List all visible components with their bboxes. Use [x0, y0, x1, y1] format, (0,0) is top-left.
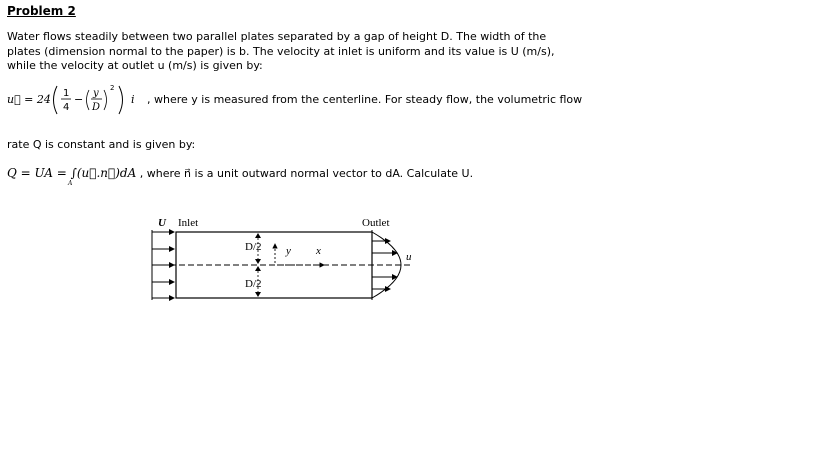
- inner-right-paren: [104, 90, 107, 110]
- dim-bottom-arrowhead: [255, 292, 261, 297]
- inner-left-paren: [87, 90, 90, 110]
- label-x-axis: x: [316, 245, 321, 257]
- label-half-gap-bottom: D/2: [245, 278, 262, 290]
- flow-rate-statement: rate Q is constant and is given by:: [7, 138, 196, 151]
- unit-vector-i: i: [131, 93, 135, 106]
- label-half-gap-top: D/2: [245, 241, 262, 253]
- problem-title: Problem 2: [7, 4, 76, 18]
- left-paren: [54, 86, 58, 114]
- label-inlet-velocity: U: [158, 217, 166, 229]
- label-outlet: Outlet: [362, 217, 390, 229]
- label-outlet-velocity: u: [406, 251, 412, 263]
- frac1-denominator: 4: [63, 102, 70, 113]
- right-paren: [119, 86, 123, 114]
- frac2-numerator: y: [93, 88, 99, 99]
- frac1-numerator: 1: [63, 88, 70, 99]
- eq2-explanation: , where n⃗ is a unit outward normal vector to dA. Calculate U.: [139, 167, 474, 180]
- velocity-formula-graphic: [7, 78, 147, 122]
- eq2-formula: Q = UA = ∫(u⃗.n⃗)dA: [7, 166, 137, 180]
- eq1-explanation: , where y is measured from the centerline. For steady flow, the volumetric flow: [147, 93, 583, 106]
- dim-mid-arrowhead-1: [255, 259, 261, 264]
- outlet-velocity-equation: [7, 78, 583, 122]
- flow-rate-equation: [7, 166, 474, 187]
- eq1-lhs: u⃗ = 24: [7, 93, 51, 106]
- problem-statement: Water flows steadily between two parallel plates separated by a gap of height D. The width of the plates (dimension normal to the paper) is b. The velocity at inlet is uniform and its value is U (m/s), while the velocity at outlet u (m/s) is given by:: [7, 30, 555, 72]
- dim-mid-arrowhead-2: [255, 266, 261, 271]
- eq2-integral-subscript: A: [68, 180, 73, 187]
- label-y-axis: y: [286, 245, 291, 257]
- diagram-svg: [140, 212, 430, 307]
- dim-top-arrowhead: [255, 233, 261, 238]
- minus-sign: −: [74, 93, 84, 106]
- frac2-denominator: D: [92, 102, 101, 113]
- parallel-plates-diagram: [140, 212, 430, 307]
- exponent: 2: [110, 84, 115, 92]
- label-inlet: Inlet: [178, 217, 199, 229]
